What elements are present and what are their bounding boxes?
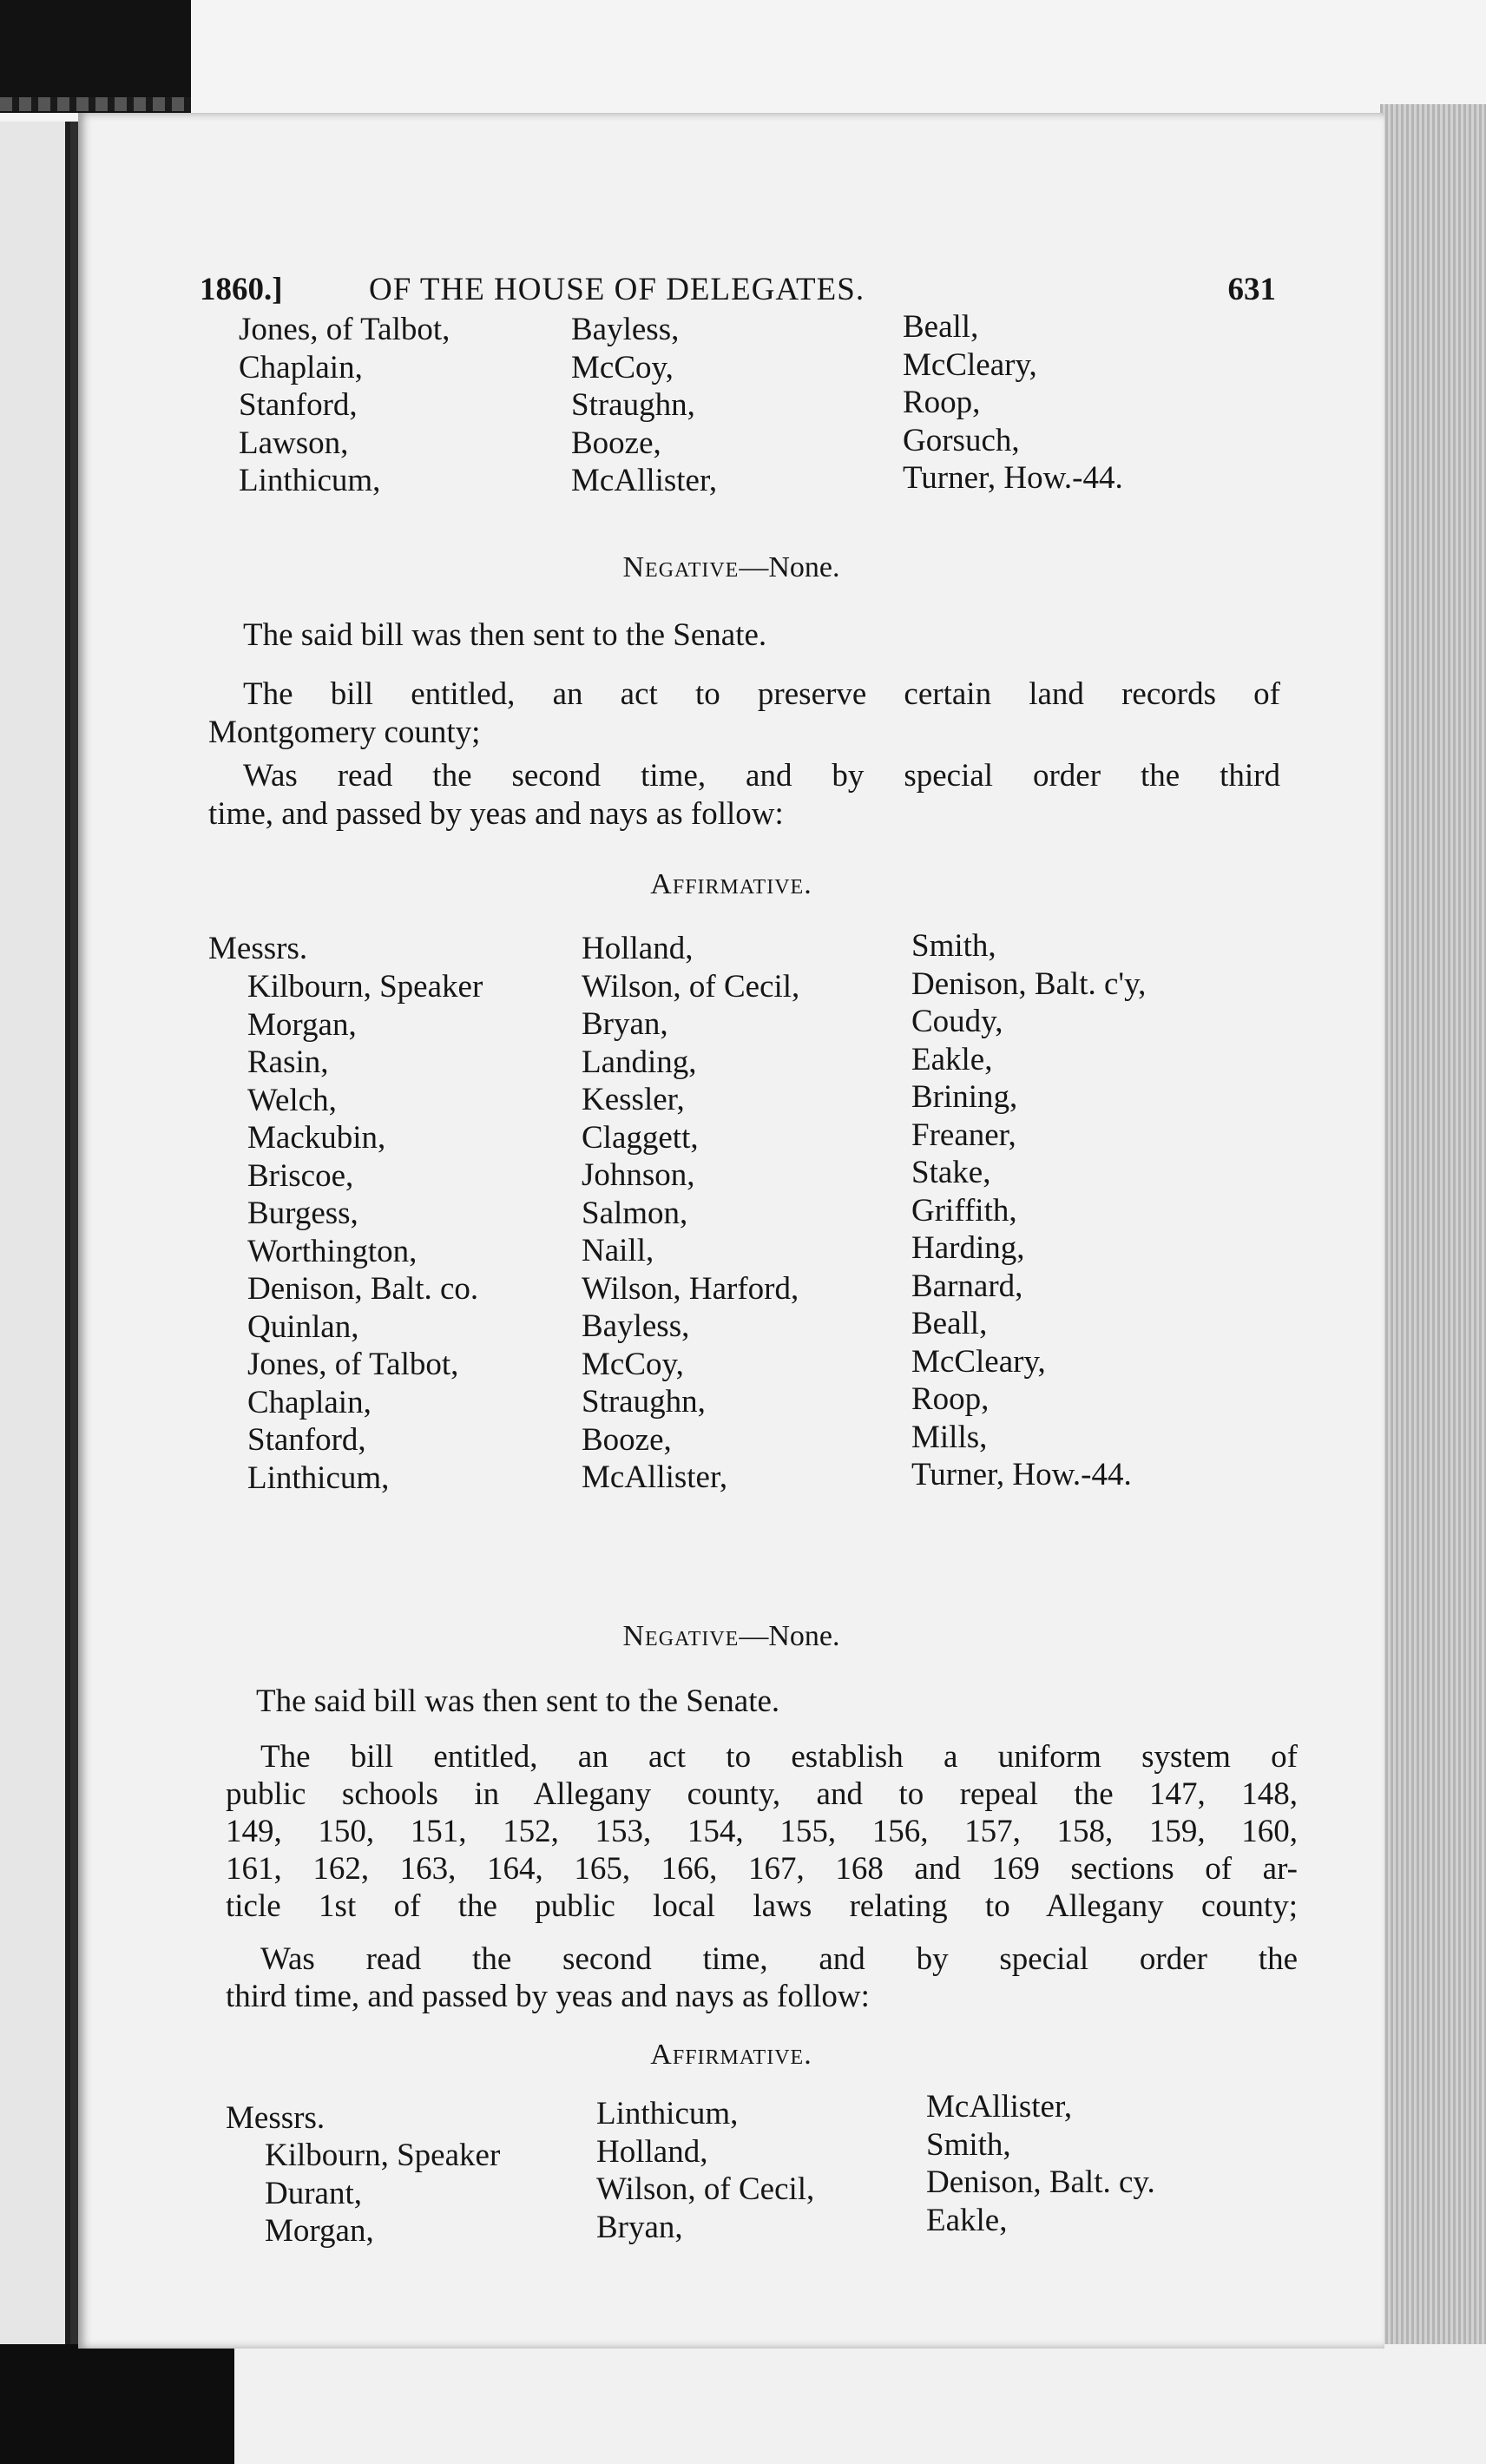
- bill2-affirmative-heading: Affirmative.: [650, 868, 812, 900]
- vote1-column-3: [903, 308, 1123, 497]
- negative-label: Negative: [622, 551, 740, 583]
- name-entry: Stake,: [911, 1155, 991, 1190]
- name-entry: Denison, Balt. c'y,: [911, 965, 1147, 1002]
- book-binding-top: [0, 0, 191, 113]
- name-entry: Bayless,: [582, 1308, 690, 1344]
- bill2-result: The said bill was then sent to the Senate.: [256, 1683, 780, 1719]
- name-entry: Beall,: [903, 309, 979, 345]
- name-entry: Eakle,: [926, 2202, 1008, 2238]
- name-entry: Booze,: [571, 425, 661, 461]
- vote1-column-2: [571, 311, 717, 500]
- name-entry: Beall,: [911, 1306, 988, 1341]
- name-entry: Stanford,: [239, 387, 358, 423]
- name-entry: Kessler,: [582, 1082, 685, 1117]
- name-entry: Kilbourn, Speaker: [265, 2138, 501, 2173]
- name-entry: Roop,: [911, 1381, 990, 1417]
- header-year: 1860.]: [200, 272, 283, 307]
- name-entry: Harding,: [911, 1230, 1025, 1266]
- page-content: [78, 113, 1384, 2349]
- bill3-column-3: [926, 2088, 1155, 2239]
- header-title: OF THE HOUSE OF DELEGATES.: [369, 272, 865, 307]
- vote1-negative: [78, 551, 1384, 584]
- bill2-messrs: Messrs.: [208, 931, 308, 966]
- name-entry: Roop,: [903, 385, 981, 420]
- bill2-negative: [78, 1620, 1384, 1653]
- name-entry: Jones, of Talbot,: [247, 1347, 459, 1382]
- name-entry: Welch,: [247, 1082, 337, 1118]
- name-entry: Naill,: [582, 1233, 654, 1268]
- name-entry: Jones, of Talbot,: [239, 312, 450, 347]
- name-entry: Stanford,: [247, 1422, 366, 1458]
- name-entry: Mackubin,: [247, 1120, 386, 1156]
- name-entry: Straughn,: [582, 1384, 706, 1420]
- name-entry: Chaplain,: [239, 349, 363, 385]
- negative-value: —None.: [739, 1620, 840, 1652]
- name-entry: Kilbourn, Speaker: [247, 969, 483, 1005]
- bill3-title-line: 161, 162, 163, 164, 165, 166, 167, 168 and 169 sections of ar-: [226, 1851, 1298, 1887]
- page-stack-edges: [1380, 104, 1486, 2344]
- bill3-title-line: ticle 1st of the public local laws relating to Allegany county;: [226, 1888, 1298, 1924]
- name-entry: Griffith,: [911, 1192, 1017, 1229]
- name-entry: Barnard,: [911, 1268, 1023, 1304]
- name-entry: Booze,: [582, 1421, 672, 1458]
- name-entry: Turner, How.-44.: [903, 460, 1123, 496]
- bill2-column-2: [582, 930, 799, 1497]
- name-entry: Morgan,: [247, 1006, 357, 1043]
- name-entry: Mills,: [911, 1419, 988, 1455]
- name-entry: Johnson,: [582, 1157, 695, 1193]
- bill3-title-line: The bill entitled, an act to establish a uniform system of: [260, 1739, 1298, 1775]
- name-entry: Gorsuch,: [903, 422, 1020, 458]
- bill3-messrs: Messrs.: [226, 2100, 325, 2136]
- bill2-column-3: [911, 927, 1146, 1494]
- name-entry: Bayless,: [571, 312, 680, 347]
- name-entry: Holland,: [596, 2133, 708, 2170]
- name-entry: McAllister,: [582, 1459, 728, 1495]
- bill2-read-line: time, and passed by yeas and nays as follow:: [208, 796, 784, 832]
- name-entry: Bryan,: [582, 1006, 668, 1042]
- name-entry: Quinlan,: [247, 1308, 359, 1345]
- page-number: 631: [1227, 272, 1276, 307]
- negative-label: Negative: [622, 1620, 740, 1652]
- name-entry: McAllister,: [571, 463, 718, 498]
- name-entry: Wilson, of Cecil,: [582, 968, 800, 1005]
- bill3-affirmative-heading: Affirmative.: [650, 2039, 812, 2071]
- bill2-read-line: Was read the second time, and by special order the third: [243, 758, 1280, 794]
- name-entry: McCleary,: [911, 1343, 1046, 1380]
- bill3-column-2: [596, 2095, 814, 2246]
- binding-stitching: [0, 97, 191, 111]
- name-entry: Wilson, Harford,: [582, 1270, 799, 1307]
- bill3-read-line: Was read the second time, and by special order the: [260, 1941, 1298, 1977]
- name-entry: Durant,: [265, 2175, 362, 2211]
- bill3-read-line: third time, and passed by yeas and nays as follow:: [226, 1979, 870, 2014]
- name-entry: Morgan,: [265, 2213, 374, 2249]
- name-entry: Smith,: [926, 2126, 1011, 2163]
- name-entry: Brining,: [911, 1079, 1018, 1115]
- name-entry: Denison, Balt. co.: [247, 1271, 479, 1307]
- bill2-title-line: Montgomery county;: [208, 715, 481, 750]
- book-binding-bottom: [0, 2344, 234, 2464]
- name-entry: Rasin,: [247, 1044, 329, 1080]
- scan-background-top: [0, 0, 1486, 122]
- name-entry: Turner, How.-44.: [911, 1457, 1132, 1492]
- name-entry: Briscoe,: [247, 1157, 354, 1194]
- name-entry: McAllister,: [926, 2089, 1073, 2125]
- name-entry: Salmon,: [582, 1195, 688, 1231]
- name-entry: McCleary,: [903, 346, 1037, 383]
- name-entry: Chaplain,: [247, 1384, 372, 1420]
- name-entry: Coudy,: [911, 1004, 1003, 1039]
- bill3-title-line: 149, 150, 151, 152, 153, 154, 155, 156, 157, 158, 159, 160,: [226, 1814, 1298, 1849]
- name-entry: Bryan,: [596, 2209, 683, 2245]
- name-entry: Holland,: [582, 931, 694, 966]
- name-entry: Eakle,: [911, 1041, 993, 1077]
- vote1-result: The said bill was then sent to the Senate.: [243, 617, 767, 653]
- bill3-title-line: public schools in Allegany county, and to repeal the 147, 148,: [226, 1776, 1298, 1812]
- bill2-title-line: The bill entitled, an act to preserve certain land records of: [243, 676, 1280, 712]
- facing-page-edge: [0, 122, 70, 2344]
- name-entry: McCoy,: [571, 349, 674, 385]
- name-entry: Denison, Balt. cy.: [926, 2164, 1155, 2200]
- name-entry: Linthicum,: [239, 463, 381, 498]
- name-entry: McCoy,: [582, 1346, 684, 1382]
- name-entry: Linthicum,: [247, 1459, 390, 1496]
- book-page: [78, 113, 1384, 2349]
- name-entry: Straughn,: [571, 387, 695, 423]
- name-entry: Linthicum,: [596, 2096, 739, 2131]
- name-entry: Smith,: [911, 928, 996, 964]
- name-entry: Wilson, of Cecil,: [596, 2171, 815, 2207]
- name-entry: Lawson,: [239, 425, 349, 461]
- bill2-column-1: [247, 968, 483, 1497]
- vote1-column-1: [239, 311, 450, 500]
- name-entry: Burgess,: [247, 1196, 358, 1231]
- name-entry: Worthington,: [247, 1233, 418, 1269]
- bill3-column-1: [265, 2137, 500, 2250]
- name-entry: Freaner,: [911, 1117, 1016, 1153]
- name-entry: Claggett,: [582, 1119, 699, 1156]
- name-entry: Landing,: [582, 1044, 697, 1080]
- negative-value: —None.: [739, 551, 840, 583]
